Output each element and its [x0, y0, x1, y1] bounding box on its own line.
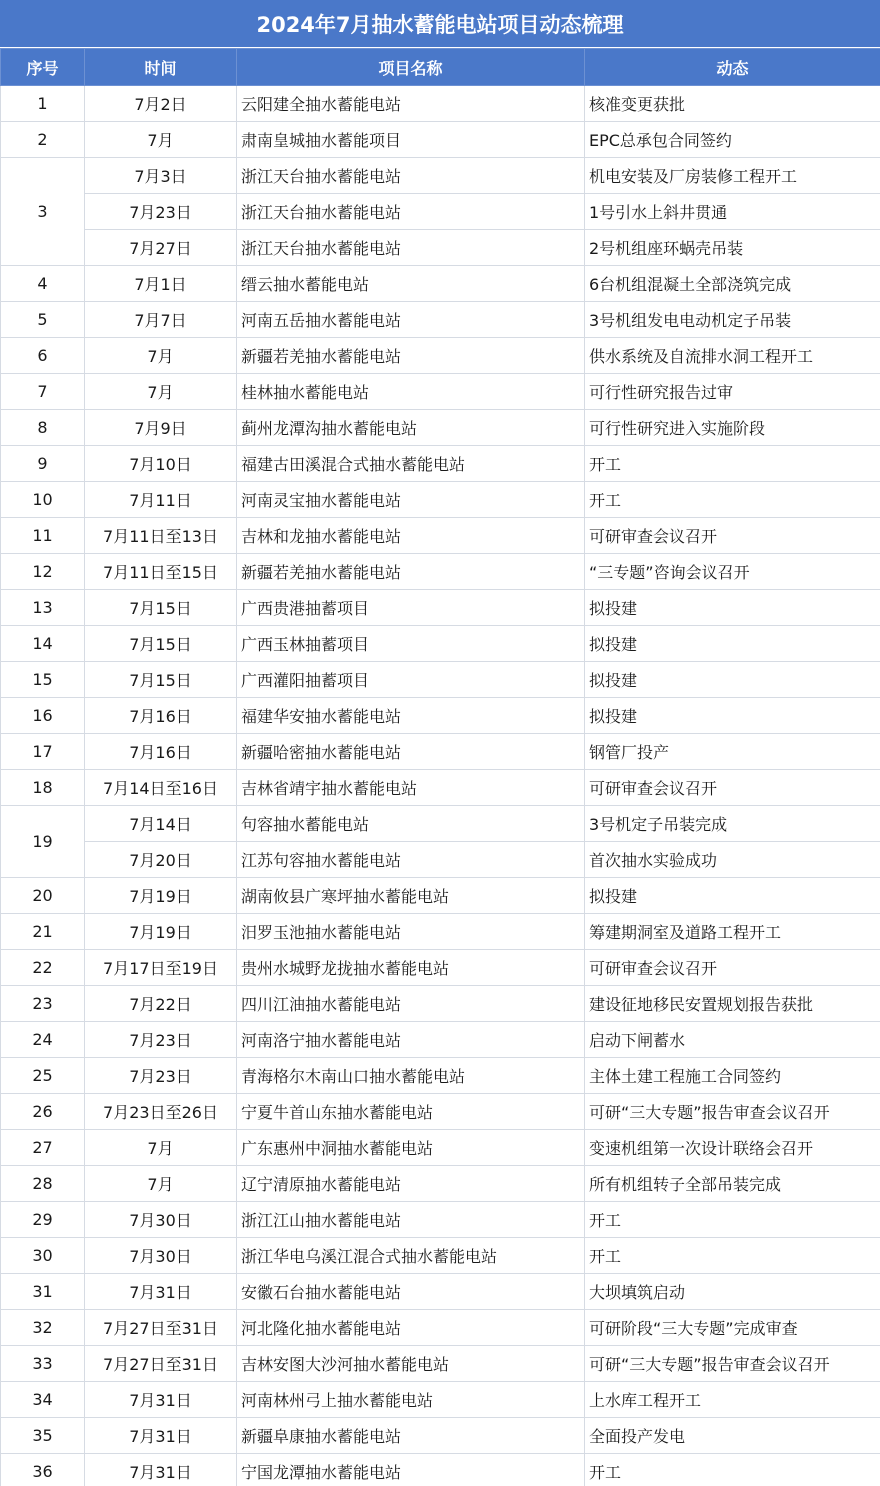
- row-date: 7月15日: [85, 590, 237, 626]
- row-number: 18: [1, 770, 85, 806]
- row-date: 7月31日: [85, 1382, 237, 1418]
- row-date: 7月15日: [85, 626, 237, 662]
- row-number: 19: [1, 806, 85, 878]
- row-date: 7月14日至16日: [85, 770, 237, 806]
- row-status: 拟投建: [585, 662, 880, 698]
- table-row: [1, 1346, 880, 1382]
- row-status: 1号引水上斜井贯通: [585, 194, 880, 230]
- row-project-name: 浙江天台抽水蓄能电站: [237, 230, 585, 266]
- row-number: 31: [1, 1274, 85, 1310]
- row-date: 7月: [85, 374, 237, 410]
- row-date: 7月30日: [85, 1202, 237, 1238]
- row-date: 7月1日: [85, 266, 237, 302]
- row-project-name: 福建华安抽水蓄能电站: [237, 698, 585, 734]
- row-date: 7月23日至26日: [85, 1094, 237, 1130]
- row-number: 17: [1, 734, 85, 770]
- table-row: [1, 302, 880, 338]
- row-number: 9: [1, 446, 85, 482]
- row-status: 可行性研究报告过审: [585, 374, 880, 410]
- row-status: EPC总承包合同签约: [585, 122, 880, 158]
- row-status: 拟投建: [585, 590, 880, 626]
- row-number: 27: [1, 1130, 85, 1166]
- table-row: [1, 554, 880, 590]
- table-row: [1, 158, 880, 194]
- row-date: 7月30日: [85, 1238, 237, 1274]
- row-project-name: 云阳建全抽水蓄能电站: [237, 86, 585, 122]
- row-date: 7月16日: [85, 698, 237, 734]
- row-status: 上水库工程开工: [585, 1382, 880, 1418]
- row-project-name: 广西灌阳抽蓄项目: [237, 662, 585, 698]
- row-status: 开工: [585, 482, 880, 518]
- header-date: 时间: [85, 49, 237, 86]
- table-row: [1, 734, 880, 770]
- table-row: [1, 446, 880, 482]
- row-status: 开工: [585, 1454, 880, 1486]
- row-status: 可研阶段“三大专题”完成审查: [585, 1310, 880, 1346]
- row-project-name: 辽宁清原抽水蓄能电站: [237, 1166, 585, 1202]
- row-status: 筹建期洞室及道路工程开工: [585, 914, 880, 950]
- row-number: 7: [1, 374, 85, 410]
- table-row: [1, 86, 880, 122]
- row-status: 可研审查会议召开: [585, 950, 880, 986]
- table-row: [1, 986, 880, 1022]
- row-project-name: 江苏句容抽水蓄能电站: [237, 842, 585, 878]
- table-row: [1, 1274, 880, 1310]
- row-date: 7月31日: [85, 1418, 237, 1454]
- row-status: 可研“三大专题”报告审查会议召开: [585, 1346, 880, 1382]
- table-row: [1, 842, 880, 878]
- row-date: 7月27日至31日: [85, 1346, 237, 1382]
- row-project-name: 广西玉林抽蓄项目: [237, 626, 585, 662]
- row-project-name: 汨罗玉池抽水蓄能电站: [237, 914, 585, 950]
- row-project-name: 安徽石台抽水蓄能电站: [237, 1274, 585, 1310]
- table-row: [1, 698, 880, 734]
- table-row: [1, 122, 880, 158]
- row-project-name: 吉林和龙抽水蓄能电站: [237, 518, 585, 554]
- row-status: 拟投建: [585, 878, 880, 914]
- table-row: [1, 1058, 880, 1094]
- row-status: 建设征地移民安置规划报告获批: [585, 986, 880, 1022]
- row-number: 25: [1, 1058, 85, 1094]
- row-status: 首次抽水实验成功: [585, 842, 880, 878]
- row-number: 8: [1, 410, 85, 446]
- table-row: [1, 1202, 880, 1238]
- row-number: 2: [1, 122, 85, 158]
- row-number: 32: [1, 1310, 85, 1346]
- row-status: 钢管厂投产: [585, 734, 880, 770]
- row-project-name: 新疆哈密抽水蓄能电站: [237, 734, 585, 770]
- table-row: [1, 1130, 880, 1166]
- row-date: 7月11日至15日: [85, 554, 237, 590]
- table-row: [1, 950, 880, 986]
- row-project-name: 广西贵港抽蓄项目: [237, 590, 585, 626]
- table-row: [1, 662, 880, 698]
- table-row: [1, 1310, 880, 1346]
- row-status: 拟投建: [585, 698, 880, 734]
- row-project-name: 青海格尔木南山口抽水蓄能电站: [237, 1058, 585, 1094]
- table-row: [1, 410, 880, 446]
- table-body: [1, 86, 880, 1486]
- row-project-name: 蓟州龙潭沟抽水蓄能电站: [237, 410, 585, 446]
- row-project-name: 河南灵宝抽水蓄能电站: [237, 482, 585, 518]
- header-no: 序号: [1, 49, 85, 86]
- row-date: 7月10日: [85, 446, 237, 482]
- row-status: 6台机组混凝土全部浇筑完成: [585, 266, 880, 302]
- row-status: 机电安装及厂房装修工程开工: [585, 158, 880, 194]
- table-row: [1, 914, 880, 950]
- row-date: 7月14日: [85, 806, 237, 842]
- row-date: 7月27日: [85, 230, 237, 266]
- row-number: 13: [1, 590, 85, 626]
- row-date: 7月16日: [85, 734, 237, 770]
- row-project-name: 肃南皇城抽水蓄能项目: [237, 122, 585, 158]
- row-date: 7月11日至13日: [85, 518, 237, 554]
- table-header: [1, 49, 880, 86]
- row-number: 23: [1, 986, 85, 1022]
- row-date: 7月19日: [85, 878, 237, 914]
- table-row: [1, 374, 880, 410]
- row-status: 3号机定子吊装完成: [585, 806, 880, 842]
- row-date: 7月23日: [85, 194, 237, 230]
- row-project-name: 吉林省靖宇抽水蓄能电站: [237, 770, 585, 806]
- table-row: [1, 1022, 880, 1058]
- row-project-name: 宁夏牛首山东抽水蓄能电站: [237, 1094, 585, 1130]
- row-date: 7月: [85, 122, 237, 158]
- row-date: 7月19日: [85, 914, 237, 950]
- row-status: 核准变更获批: [585, 86, 880, 122]
- row-date: 7月23日: [85, 1058, 237, 1094]
- row-number: 24: [1, 1022, 85, 1058]
- row-project-name: 河南洛宁抽水蓄能电站: [237, 1022, 585, 1058]
- row-status: 开工: [585, 446, 880, 482]
- row-status: 所有机组转子全部吊装完成: [585, 1166, 880, 1202]
- row-number: 15: [1, 662, 85, 698]
- row-status: 可研审查会议召开: [585, 770, 880, 806]
- row-number: 10: [1, 482, 85, 518]
- row-project-name: 浙江江山抽水蓄能电站: [237, 1202, 585, 1238]
- row-status: 全面投产发电: [585, 1418, 880, 1454]
- row-project-name: 缙云抽水蓄能电站: [237, 266, 585, 302]
- header-row: [1, 49, 880, 86]
- row-date: 7月: [85, 1166, 237, 1202]
- row-project-name: 福建古田溪混合式抽水蓄能电站: [237, 446, 585, 482]
- row-status: 供水系统及自流排水洞工程开工: [585, 338, 880, 374]
- table-row: [1, 1238, 880, 1274]
- table-row: [1, 806, 880, 842]
- row-status: 可行性研究进入实施阶段: [585, 410, 880, 446]
- row-date: 7月: [85, 338, 237, 374]
- row-date: 7月9日: [85, 410, 237, 446]
- row-number: 14: [1, 626, 85, 662]
- row-number: 4: [1, 266, 85, 302]
- row-status: 2号机组座环蜗壳吊装: [585, 230, 880, 266]
- row-number: 11: [1, 518, 85, 554]
- row-status: 启动下闸蓄水: [585, 1022, 880, 1058]
- row-project-name: 浙江天台抽水蓄能电站: [237, 158, 585, 194]
- row-project-name: 四川江油抽水蓄能电站: [237, 986, 585, 1022]
- row-project-name: 浙江天台抽水蓄能电站: [237, 194, 585, 230]
- row-number: 12: [1, 554, 85, 590]
- row-date: 7月11日: [85, 482, 237, 518]
- row-number: 22: [1, 950, 85, 986]
- table-row: [1, 770, 880, 806]
- table-row: [1, 266, 880, 302]
- row-date: 7月17日至19日: [85, 950, 237, 986]
- row-project-name: 桂林抽水蓄能电站: [237, 374, 585, 410]
- table-row: [1, 626, 880, 662]
- row-status: 开工: [585, 1238, 880, 1274]
- row-project-name: 新疆若羌抽水蓄能电站: [237, 338, 585, 374]
- table-row: [1, 1382, 880, 1418]
- table-row: [1, 878, 880, 914]
- row-status: 3号机组发电电动机定子吊装: [585, 302, 880, 338]
- row-number: 1: [1, 86, 85, 122]
- header-project-name: 项目名称: [237, 49, 585, 86]
- row-project-name: 句容抽水蓄能电站: [237, 806, 585, 842]
- table-row: [1, 1094, 880, 1130]
- header-status: 动态: [585, 49, 880, 86]
- row-number: 21: [1, 914, 85, 950]
- row-date: 7月3日: [85, 158, 237, 194]
- row-number: 5: [1, 302, 85, 338]
- table-row: [1, 194, 880, 230]
- project-table: [0, 48, 880, 1486]
- row-number: 3: [1, 158, 85, 266]
- row-status: “三专题”咨询会议召开: [585, 554, 880, 590]
- table-row: [1, 590, 880, 626]
- row-project-name: 浙江华电乌溪江混合式抽水蓄能电站: [237, 1238, 585, 1274]
- row-status: 变速机组第一次设计联络会召开: [585, 1130, 880, 1166]
- row-date: 7月22日: [85, 986, 237, 1022]
- row-number: 20: [1, 878, 85, 914]
- row-number: 34: [1, 1382, 85, 1418]
- row-date: 7月2日: [85, 86, 237, 122]
- row-project-name: 贵州水城野龙拢抽水蓄能电站: [237, 950, 585, 986]
- row-status: 主体土建工程施工合同签约: [585, 1058, 880, 1094]
- row-project-name: 河北隆化抽水蓄能电站: [237, 1310, 585, 1346]
- row-date: 7月20日: [85, 842, 237, 878]
- row-project-name: 新疆阜康抽水蓄能电站: [237, 1418, 585, 1454]
- row-number: 35: [1, 1418, 85, 1454]
- row-date: 7月: [85, 1130, 237, 1166]
- table-row: [1, 230, 880, 266]
- row-status: 大坝填筑启动: [585, 1274, 880, 1310]
- row-project-name: 广东惠州中洞抽水蓄能电站: [237, 1130, 585, 1166]
- table-row: [1, 518, 880, 554]
- row-number: 29: [1, 1202, 85, 1238]
- row-date: 7月31日: [85, 1274, 237, 1310]
- row-number: 33: [1, 1346, 85, 1382]
- row-project-name: 新疆若羌抽水蓄能电站: [237, 554, 585, 590]
- table-row: [1, 1454, 880, 1486]
- row-date: 7月27日至31日: [85, 1310, 237, 1346]
- row-number: 28: [1, 1166, 85, 1202]
- row-number: 16: [1, 698, 85, 734]
- table-row: [1, 1418, 880, 1454]
- row-date: 7月15日: [85, 662, 237, 698]
- row-status: 可研审查会议召开: [585, 518, 880, 554]
- table-row: [1, 1166, 880, 1202]
- table-row: [1, 338, 880, 374]
- row-project-name: 吉林安图大沙河抽水蓄能电站: [237, 1346, 585, 1382]
- row-number: 30: [1, 1238, 85, 1274]
- row-status: 开工: [585, 1202, 880, 1238]
- row-number: 36: [1, 1454, 85, 1486]
- row-date: 7月23日: [85, 1022, 237, 1058]
- row-number: 26: [1, 1094, 85, 1130]
- row-status: 拟投建: [585, 626, 880, 662]
- row-project-name: 宁国龙潭抽水蓄能电站: [237, 1454, 585, 1486]
- table-row: [1, 482, 880, 518]
- table-title: 2024年7月抽水蓄能电站项目动态梳理: [0, 0, 880, 48]
- row-status: 可研“三大专题”报告审查会议召开: [585, 1094, 880, 1130]
- row-project-name: 河南林州弓上抽水蓄能电站: [237, 1382, 585, 1418]
- row-project-name: 湖南攸县广寒坪抽水蓄能电站: [237, 878, 585, 914]
- row-number: 6: [1, 338, 85, 374]
- row-date: 7月31日: [85, 1454, 237, 1486]
- row-project-name: 河南五岳抽水蓄能电站: [237, 302, 585, 338]
- row-date: 7月7日: [85, 302, 237, 338]
